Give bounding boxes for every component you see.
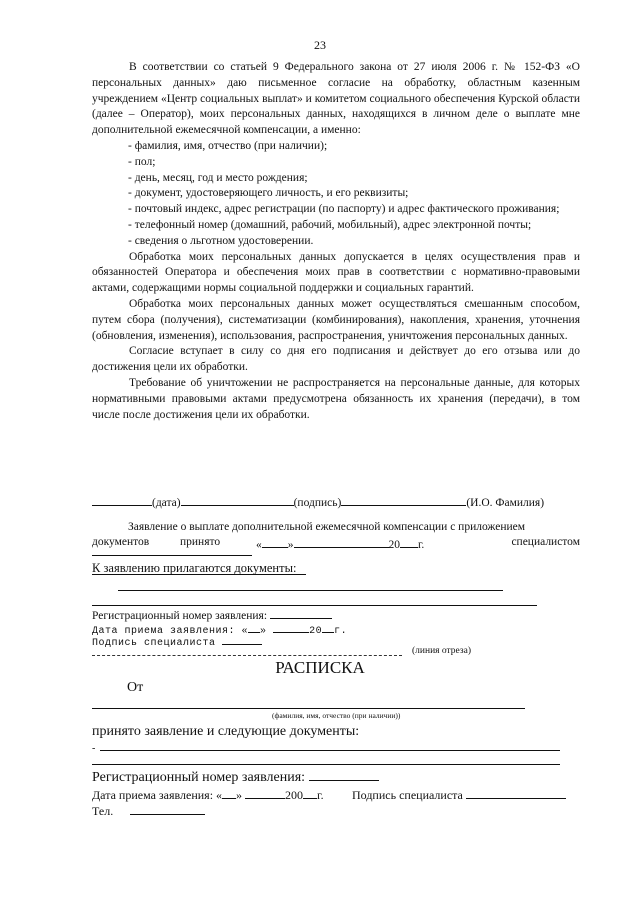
receipt-date-row: Дата приема заявления: « » 200 г. — [92, 788, 324, 802]
fio-hint: (фамилия, имя, отчество (при наличии)) — [272, 711, 401, 720]
fio-blank[interactable] — [92, 708, 525, 709]
reg-number-label: Регистрационный номер заявления: — [92, 610, 268, 622]
application-line2 — [92, 536, 580, 551]
word-documents: документов — [92, 536, 150, 548]
consent-item: - почтовый индекс, адрес регистрации (по паспорту) и адрес фактического проживания; — [128, 203, 560, 216]
consent-paragraph: Обработка моих персональных данных допускается в целях осуществления прав и обязанностей Оператора и обеспечения моих прав в соответствии с нормативно-правовыми актами, содержащими нормы социальной поддержки и социальных гарантий. — [92, 250, 580, 295]
reg-number-row — [92, 607, 332, 622]
page-number: 23 — [314, 38, 326, 52]
application-line1: Заявление о выплате дополнительной ежемесячной компенсации с приложением — [128, 521, 526, 533]
receipt-reg-row — [92, 767, 379, 786]
attached-label: К заявлению прилагаются документы: — [92, 561, 297, 575]
receipt-month-blank[interactable] — [245, 787, 285, 799]
signature-line — [92, 494, 544, 509]
receipt-dash: - — [92, 743, 96, 754]
date-blank[interactable] — [92, 494, 152, 506]
date-field: « » 20 г. — [256, 536, 424, 551]
word-specialist: специалистом — [511, 536, 580, 548]
consent-item: - фамилия, имя, отчество (при наличии); — [128, 139, 328, 152]
consent-item: - день, месяц, год и место рождения; — [128, 171, 308, 184]
receipt-reg-blank[interactable] — [309, 767, 379, 781]
consent-paragraph: Обработка моих персональных данных может осуществляться смешанным способом, путем сбора (получения), систематизации (комбинирования), накопления, хранения, уточнения (обновления, изменения), использования, распространения, уничтожения персональных данных. — [92, 297, 580, 342]
cut-line — [92, 655, 402, 656]
receipt-tel-row: Тел. — [92, 803, 205, 819]
receipt-year-blank[interactable] — [303, 787, 317, 799]
receipt-accepted: принято заявление и следующие документы: — [92, 724, 360, 739]
receipt-docs-blank-1[interactable] — [100, 750, 560, 751]
year-blank[interactable] — [322, 621, 334, 633]
receive-date-row: Дата приема заявления: « » 20 г. — [92, 621, 347, 637]
day-blank[interactable] — [262, 536, 288, 548]
cut-label: (линия отреза) — [412, 646, 472, 656]
receipt-title: РАСПИСКА — [275, 658, 365, 677]
consent-paragraph: Требование об уничтожении не распространяется на персональные данные, для которых нормативными правовыми актами предусмотрена обязанность их хранения (передачи), в том числе после достижения цели их обработки. — [92, 376, 580, 421]
specialist-blank[interactable] — [92, 555, 252, 556]
specialist-sign-row: Подпись специалиста — [92, 633, 262, 649]
name-label: (И.О. Фамилия) — [466, 497, 545, 509]
attached-blank-1[interactable] — [118, 590, 503, 591]
receipt-docs-blank-2[interactable] — [92, 764, 560, 765]
receipt-reg-label: Регистрационный номер заявления: — [92, 770, 306, 785]
month-blank[interactable] — [294, 536, 389, 548]
name-blank[interactable] — [341, 494, 466, 506]
consent-intro: В соответствии со статьей 9 Федерального закона от 27 июля 2006 г. № 152-ФЗ «О персональных данных» даю письменное согласие на обработку, областным казенным учреждением «Центр социальных выплат» и комитетом социального обеспечения Курской области (далее – Оператор), моих персональных данных, находящихся в личном деле о выплате мне дополнительной ежемесячной компенсации, а именно: — [92, 61, 580, 137]
receipt-from: От — [127, 680, 144, 695]
sign-blank[interactable] — [181, 494, 294, 506]
sign-label: (подпись) — [293, 497, 342, 509]
reg-number-blank[interactable] — [270, 607, 332, 619]
word-accepted: принято — [180, 536, 221, 548]
month-blank[interactable] — [273, 621, 309, 633]
specialist-sign-blank[interactable] — [222, 633, 262, 645]
consent-item: - документ, удостоверяющего личность, и его реквизиты; — [128, 187, 409, 200]
day-blank[interactable] — [248, 621, 260, 633]
receipt-tel-blank[interactable] — [130, 803, 205, 815]
receipt-sign-row: Подпись специалиста — [352, 787, 566, 803]
attached-underline — [92, 574, 306, 575]
attached-blank-2[interactable] — [92, 605, 537, 606]
year-blank[interactable] — [400, 536, 418, 548]
receipt-sign-blank[interactable] — [466, 787, 566, 799]
date-label: (дата) — [152, 497, 181, 509]
consent-block — [92, 60, 580, 423]
receipt-day-blank[interactable] — [222, 787, 236, 799]
consent-paragraph: Согласие вступает в силу со дня его подписания и действует до его отзыва или до достижения цели их обработки. — [92, 345, 580, 374]
consent-item: - сведения о льготном удостоверении. — [128, 234, 314, 247]
consent-item: - телефонный номер (домашний, рабочий, мобильный), адрес электронной почты; — [128, 218, 532, 231]
consent-item: - пол; — [128, 155, 156, 168]
